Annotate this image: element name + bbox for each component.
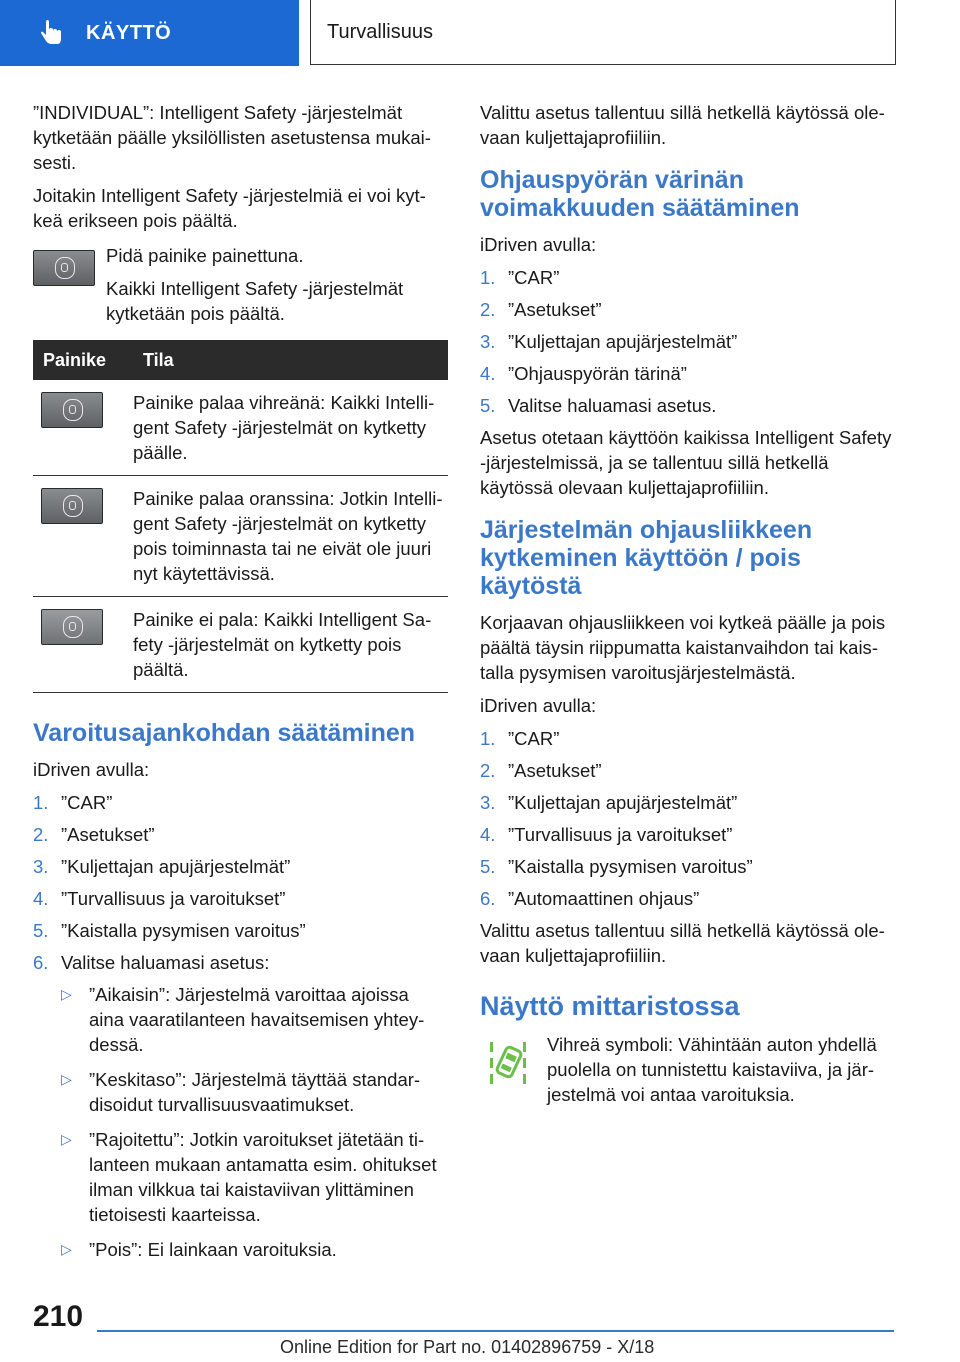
list-item: 5. ”Kaistalla pysymisen varoitus” [480,856,753,877]
heading-display: Näyttö mittaristossa [480,991,740,1021]
options-list [61,982,448,1262]
idrive-label: iDriven avulla: [480,695,597,716]
idrive-label: iDriven avulla: [33,759,150,780]
list-item: 4. ”Turvallisuus ja varoitukset” [480,824,733,845]
list-item: 6. Valitse haluamasi asetus: [33,952,270,973]
option-item: ▷ ”Keskitaso”: Järjestelmä täyttää standardisoidut turvallisuusvaatimukset. [61,1069,421,1115]
list-item: 1. ”CAR” [33,792,113,813]
safety-button-icon [33,250,95,286]
list-item: 5. ”Kaistalla pysymisen varoitus” [33,920,306,941]
list-item: 2. ”Asetukset” [33,824,155,845]
footer-divider [97,1330,894,1332]
lane-departure-symbol-icon [488,1036,528,1088]
table-cell: Painike ei pala: Kaikki Intelligent Safety -järjestelmät on kytketty pois päältä. [133,597,448,693]
section-tab[interactable] [0,0,299,66]
table-header-status: Tila [133,340,448,380]
paragraph: Joitakin Intelligent Safety -järjestelmiä ei voi kytkeä erikseen pois päältä. [33,185,426,231]
steps-list [480,265,895,418]
hold-instruction: Pidä painike painettuna. [106,245,304,266]
paragraph: Asetus otetaan käyttöön kaikissa Intelligent Safety -järjestelmissä, ja se tallentuu sillä hetkellä käytössä olevaan kuljettajaprofiiliin. [480,427,892,498]
button-green-icon [41,392,103,428]
table-header-button: Painike [33,340,133,380]
paragraph: Korjaavan ohjausliikkeen voi kytkeä päälle ja pois päältä täysin riippumatta kaistanvaihdon tai kaistalla pysymisen varoitusjärjestelmästä. [480,612,886,683]
triangle-bullet-icon: ▷ [61,1071,72,1087]
right-column [480,100,895,1112]
left-column [33,100,448,1272]
heading-steering-intervention: Järjestelmän ohjausliikkeen kytkeminen käyttöön / pois käytöstä [480,516,813,600]
list-item: 1. ”CAR” [480,267,560,288]
list-item: 3. ”Kuljettajan apujärjestelmät” [480,792,738,813]
list-item: 4. ”Turvallisuus ja varoitukset” [33,888,286,909]
list-item: 5. Valitse haluamasi asetus. [480,395,717,416]
table-row [33,380,448,476]
steps-list [33,790,448,975]
button-orange-icon [41,488,103,524]
list-item: 4. ”Ohjauspyörän tärinä” [480,363,687,384]
steps-list [480,726,895,911]
option-item: ▷ ”Aikaisin”: Järjestelmä varoittaa ajoissa aina vaaratilanteen havaitsemisen yhteydessä. [61,984,425,1055]
table-row [33,597,448,693]
paragraph: ”INDIVIDUAL”: Intelligent Safety -järjestelmät kytketään päälle yksilöllisten asetustensa mukaisesti. [33,102,431,173]
table-cell: Painike palaa vihreänä: Kaikki Intelligent Safety -järjestelmät on kytketty päälle. [133,380,448,476]
display-description: Vihreä symboli: Vähintään auton yhdellä puolella on tunnistettu kaistaviiva, ja järjestelmä voi antaa varoituksia. [547,1034,877,1105]
paragraph: Valittu asetus tallentuu sillä hetkellä käytössä olevaan kuljettajaprofiiliin. [480,920,885,966]
triangle-bullet-icon: ▷ [61,1131,72,1147]
triangle-bullet-icon: ▷ [61,1241,72,1257]
hand-pointer-icon [38,20,64,46]
list-item: 2. ”Asetukset” [480,299,602,320]
button-off-icon [41,609,103,645]
table-row [33,476,448,597]
heading-steering-vibration: Ohjauspyörän värinän voimakkuuden säätäminen [480,166,800,222]
chapter-title: Turvallisuus [327,20,433,43]
option-item: ▷ ”Pois”: Ei lainkaan varoituksia. [61,1239,337,1260]
section-label: KÄYTTÖ [86,21,172,44]
paragraph: Valittu asetus tallentuu sillä hetkellä käytössä olevaan kuljettajaprofiiliin. [480,102,885,148]
footer-edition: Online Edition for Part no. 01402896759 - X/18 [280,1337,655,1357]
list-item: 3. ”Kuljettajan apujärjestelmät” [33,856,291,877]
hold-button-block [33,243,448,326]
hold-result: Kaikki Intelligent Safety -järjestelmät kytketään pois päältä. [106,278,404,324]
heading-warning-timing: Varoitusajankohdan säätäminen [33,719,416,747]
page-number: 210 [33,1300,84,1333]
idrive-label: iDriven avulla: [480,234,597,255]
list-item: 6. ”Automaattinen ohjaus” [480,888,700,909]
chapter-header [310,0,896,65]
table-cell: Painike palaa oranssina: Jotkin Intelligent Safety -järjestelmät on kytketty pois toiminnasta tai ne eivät ole juuri nyt käytettävissä. [133,476,448,597]
option-item: ▷ ”Rajoitettu”: Jotkin varoitukset jätetään tilanteen mukaan antamatta esim. ohitukset ilman vilkkua tai kaistaviivan ylittäminen tietoisesti kaarteissa. [61,1129,437,1225]
list-item: 1. ”CAR” [480,728,560,749]
list-item: 3. ”Kuljettajan apujärjestelmät” [480,331,738,352]
triangle-bullet-icon: ▷ [61,986,72,1002]
button-status-table [33,340,448,693]
display-symbol-block [480,1032,895,1112]
list-item: 2. ”Asetukset” [480,760,602,781]
